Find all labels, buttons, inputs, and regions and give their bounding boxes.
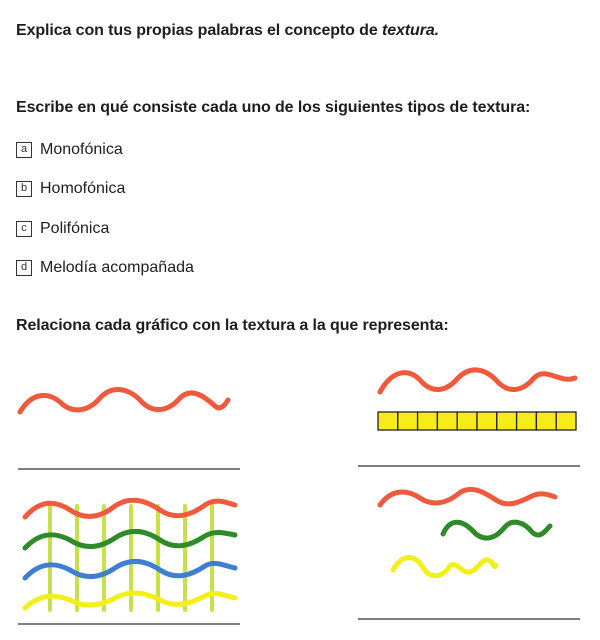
question-1-text: Explica con tus propias palabras el concepto de [16,22,382,39]
accompaniment-block [536,412,556,430]
question-3-heading: Relaciona cada gráfico con la textura a la que representa: [16,317,449,334]
accompaniment-block [418,412,438,430]
accompaniment-block [517,412,537,430]
option-b-letter-box: b [16,181,32,197]
accompaniment-block [457,412,477,430]
option-c-label: Polifónica [40,220,110,237]
option-a-letter-box: a [16,142,32,158]
graphic-1-monophonic [18,390,240,469]
option-a-label: Monofónica [40,141,123,158]
accompaniment-block [477,412,497,430]
accompaniment-block [497,412,517,430]
graphic-4-polyphonic [358,489,580,619]
graphic-2-accompanied [358,370,580,466]
graphic-2-accompaniment-blocks [378,412,576,430]
option-b-label: Homofónica [40,180,126,197]
question-1-emphasis: textura. [381,22,439,39]
option-d-label: Melodía acompañada [40,259,194,276]
accompaniment-block [398,412,418,430]
option-c-letter-box: c [16,221,32,237]
accompaniment-block [378,412,398,430]
option-d-letter-box: d [16,260,32,276]
graphic-3-homophonic [18,500,240,624]
question-2-heading: Escribe en qué consiste cada uno de los siguientes tipos de textura: [16,99,531,116]
accompaniment-block [437,412,457,430]
graphic-4-red-line [380,489,555,505]
graphic-2-red-melody [380,370,575,392]
accompaniment-block [556,412,576,430]
graphic-4-yellow-line [393,557,496,575]
graphic-1-red-melody [20,390,228,412]
graphic-4-green-line [443,522,550,538]
